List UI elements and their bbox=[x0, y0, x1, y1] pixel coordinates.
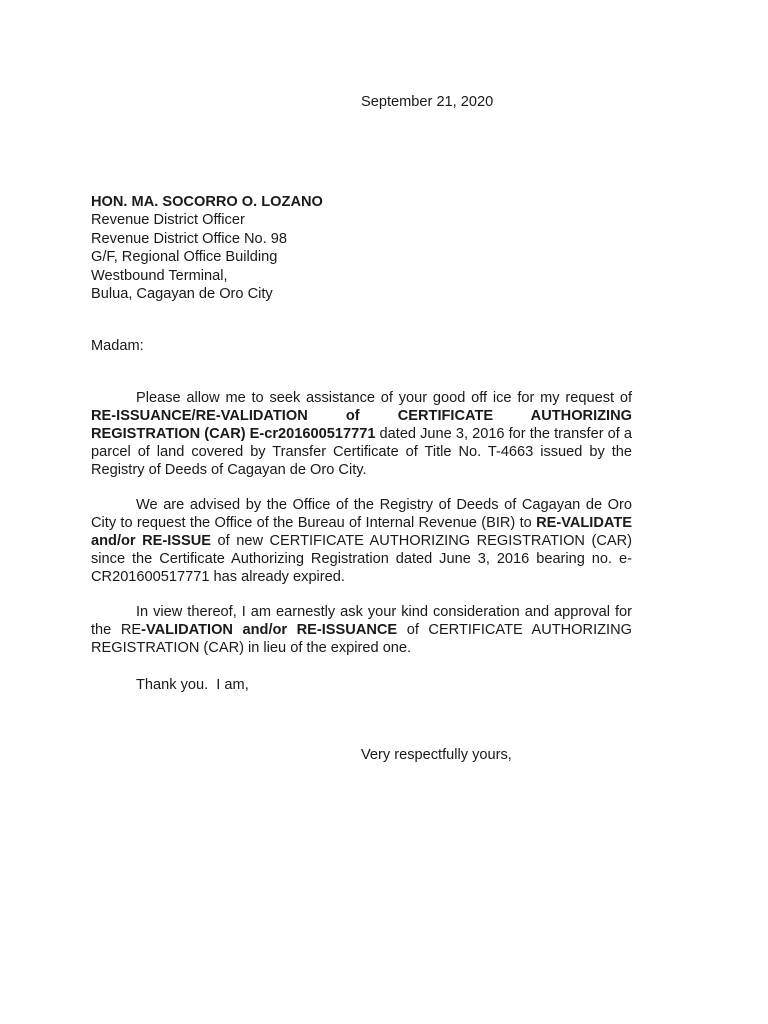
addressee-title: Revenue District Officer bbox=[91, 212, 245, 229]
paragraph-view-text-2: of CERTIFICATE AUTHORIZING REGISTRATION (CAR) in lieu of the expired one. bbox=[91, 622, 632, 657]
letter-date: September 21, 2020 bbox=[361, 94, 494, 110]
paragraph-request-bold: RE-ISSUANCE/RE-VALIDATION of CERTIFICATE AUTHORIZING REGISTRATION (CAR) E-cr201600517771 bbox=[91, 408, 632, 443]
salutation: Madam: bbox=[91, 338, 144, 354]
paragraph-request-text-2: dated June 3, 2016 for the transfer of a parcel of land covered by Transfer Certificate of Title No. T-4663 issued by the Registry of Deeds of Cagayan de Oro City. bbox=[91, 426, 632, 479]
paragraph-request-text-1: Please allow me to seek assistance of your good off ice for my request of bbox=[136, 390, 632, 406]
paragraph-advised bbox=[91, 496, 632, 586]
paragraph-view-text-1: In view thereof, I am earnestly ask your kind consideration and approval for the RE bbox=[91, 604, 632, 639]
paragraph-advised-bold: RE-VALIDATE and/or RE-ISSUE bbox=[91, 515, 632, 550]
thanks-line: Thank you. I am, bbox=[136, 677, 249, 693]
addressee-terminal: Westbound Terminal, bbox=[91, 267, 228, 284]
paragraph-advised-text-2: of new CERTIFICATE AUTHORIZING REGISTRATION (CAR) since the Certificate Authorizing Registration dated June 3, 2016 bearing no. e-CR201600517771 has already expired. bbox=[91, 533, 633, 586]
paragraph-view-thereof bbox=[91, 603, 632, 657]
closing-line: Very respectfully yours, bbox=[361, 747, 512, 763]
addressee-block bbox=[91, 193, 323, 303]
addressee-city: Bulua, Cagayan de Oro City bbox=[91, 286, 273, 303]
addressee-name: HON. MA. SOCORRO O. LOZANO bbox=[91, 194, 323, 210]
addressee-office: Revenue District Office No. 98 bbox=[91, 230, 288, 247]
paragraph-request bbox=[91, 389, 632, 479]
addressee-building: G/F, Regional Office Building bbox=[91, 249, 278, 266]
paragraph-view-bold: -VALIDATION and/or RE-ISSUANCE bbox=[141, 622, 398, 639]
paragraph-advised-text-1: We are advised by the Office of the Registry of Deeds of Cagayan de Oro City to request the Office of the Bureau of Internal Revenue (BIR) to bbox=[91, 497, 632, 532]
